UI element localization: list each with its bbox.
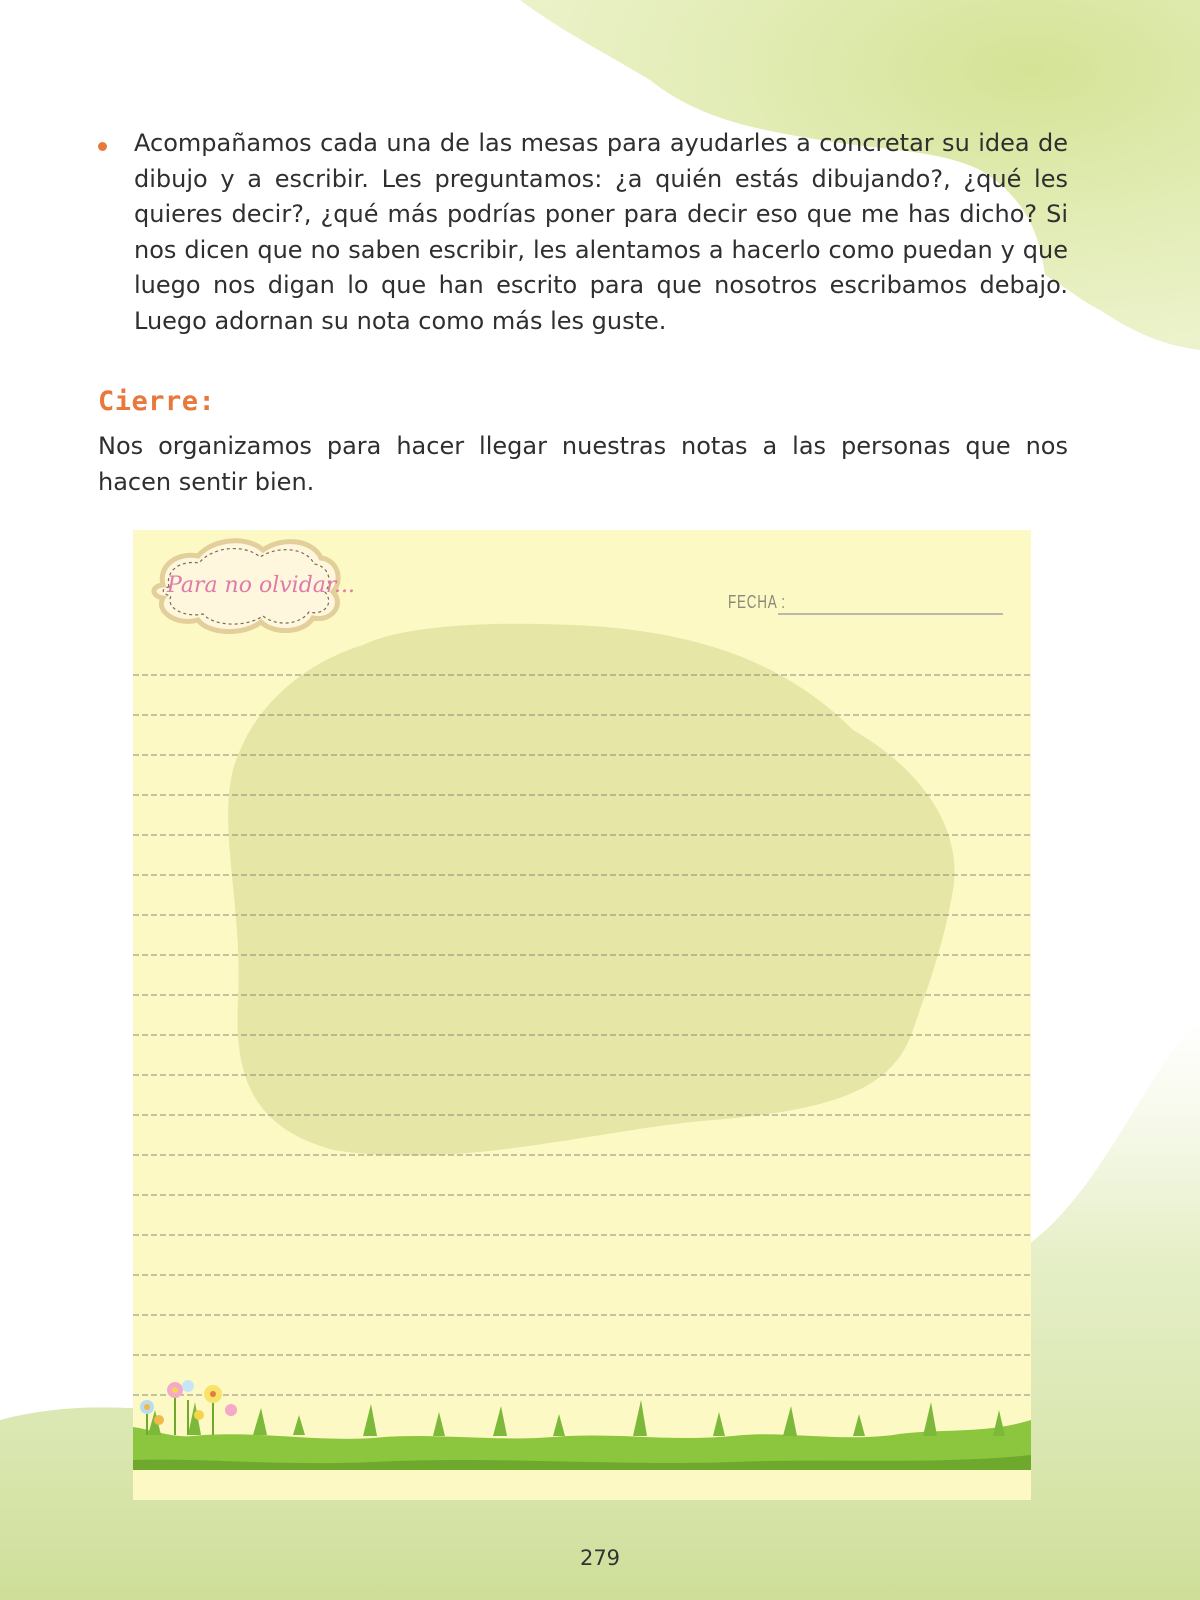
date-label: FECHA : [728,592,786,612]
bullet-text: Acompañamos cada una de las mesas para ayudarles a concretar su idea de dibujo y a escribir. Les preguntamos: ¿a quién estás dibujando?, ¿qué les quieres decir?, ¿qué más podrías poner para decir eso que me has dicho? Si nos dicen que no saben escribir, les alentamos a hacerlo como puedan y que luego nos digan lo que han escrito para que nosotros escribamos debajo. Luego adornan su nota como más les guste. [134,129,1068,335]
page-number: 279 [579,1546,621,1570]
drawing-blob [228,624,954,1156]
bullet-paragraph [98,126,1068,339]
grass-blades [148,1400,1005,1436]
note-card [133,530,1031,1500]
closing-text: Nos organizamos para hacer llegar nuestras notas a las personas que nos hacen sentir bien. [98,432,1068,496]
bullet-dot [98,142,107,151]
note-art [133,530,1031,1500]
note-title: Para no olvidar... [167,573,355,598]
date-line[interactable] [778,613,1003,615]
closing-heading: Cierre: [98,386,216,417]
